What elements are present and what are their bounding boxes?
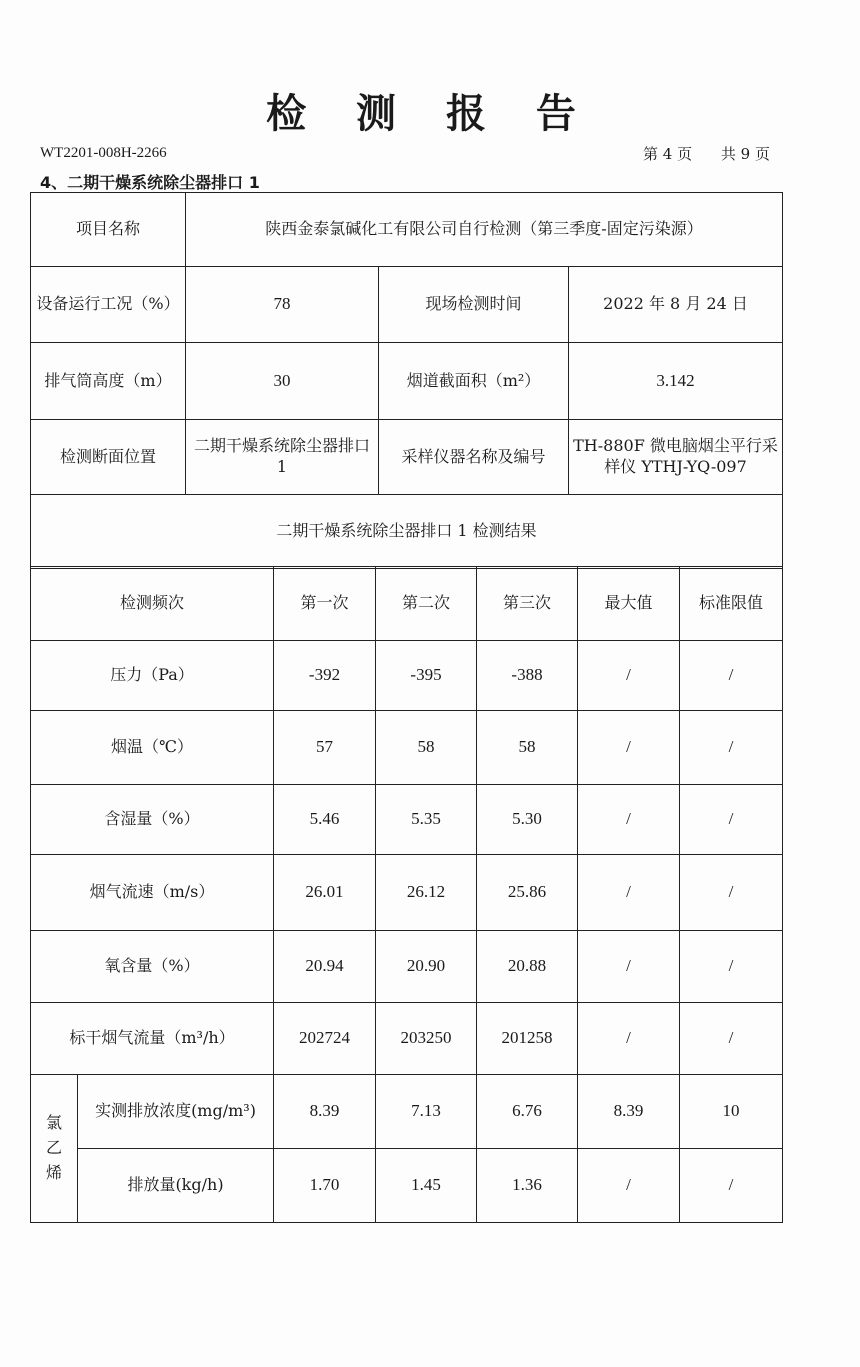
section-pos-row	[31, 420, 783, 495]
report-title: 检 测 报 告	[266, 91, 594, 137]
cell-value: 5.35	[376, 785, 477, 855]
cell-value: /	[680, 785, 783, 855]
cell-value: 1.70	[274, 1149, 376, 1223]
area-value: 3.142	[569, 343, 783, 420]
cell-value: /	[680, 931, 783, 1003]
header-second: 第二次	[376, 567, 477, 641]
cell-value: /	[680, 641, 783, 711]
results-title: 二期干燥系统除尘器排口 1 检测结果	[31, 495, 783, 569]
stack-row	[31, 343, 783, 420]
cell-value: -395	[376, 641, 477, 711]
time-value: 2022 年 8 月 24 日	[569, 267, 783, 343]
cell-value: 26.01	[274, 855, 376, 931]
page-indicator	[619, 143, 770, 164]
project-value: 陕西金泰氯碱化工有限公司自行检测（第三季度-固定污染源）	[186, 193, 783, 267]
results-title-row	[31, 495, 783, 569]
instrument-value: TH-880F 微电脑烟尘平行采样仪 YTHJ-YQ-097	[569, 420, 783, 495]
cell-value: 7.13	[376, 1075, 477, 1149]
row-label: 实测排放浓度(mg/m³)	[78, 1075, 274, 1149]
row-label: 氧含量（%）	[31, 931, 274, 1003]
stack-height-value: 30	[186, 343, 379, 420]
table-row	[31, 711, 783, 785]
row-label: 排放量(kg/h)	[78, 1149, 274, 1223]
cell-value: 201258	[477, 1003, 578, 1075]
cell-value: /	[680, 1003, 783, 1075]
cell-value: /	[578, 1149, 680, 1223]
cell-value: 8.39	[578, 1075, 680, 1149]
info-table	[30, 192, 783, 569]
header-frequency: 检测频次	[31, 567, 274, 641]
cell-value: 20.94	[274, 931, 376, 1003]
cell-value: -392	[274, 641, 376, 711]
row-label: 烟温（℃）	[31, 711, 274, 785]
table-row	[31, 855, 783, 931]
cell-value: /	[578, 711, 680, 785]
cell-value: 202724	[274, 1003, 376, 1075]
row-label: 含湿量（%）	[31, 785, 274, 855]
table-row	[31, 1149, 783, 1223]
equip-value: 78	[186, 267, 379, 343]
cell-value: 25.86	[477, 855, 578, 931]
time-label: 现场检测时间	[379, 267, 569, 343]
cell-value: /	[578, 931, 680, 1003]
cell-value: 20.88	[477, 931, 578, 1003]
cell-value: 203250	[376, 1003, 477, 1075]
document-number: WT2201-008H-2266	[40, 145, 167, 161]
project-row	[31, 193, 783, 267]
equip-row	[31, 267, 783, 343]
row-label: 压力（Pa）	[31, 641, 274, 711]
instrument-label: 采样仪器名称及编号	[379, 420, 569, 495]
table-row	[31, 1003, 783, 1075]
table-row	[31, 641, 783, 711]
section-title: 4、二期干燥系统除尘器排口 1	[40, 173, 260, 192]
results-table	[30, 566, 783, 1223]
cell-value: 26.12	[376, 855, 477, 931]
cell-value: 5.30	[477, 785, 578, 855]
header-max: 最大值	[578, 567, 680, 641]
table-row	[31, 785, 783, 855]
cell-value: 5.46	[274, 785, 376, 855]
page-current: 第 4 页	[643, 145, 693, 163]
cell-value: 57	[274, 711, 376, 785]
header-third: 第三次	[477, 567, 578, 641]
cell-value: /	[578, 1003, 680, 1075]
cell-value: /	[578, 641, 680, 711]
cell-value: 58	[376, 711, 477, 785]
cell-value: /	[578, 785, 680, 855]
row-label: 烟气流速（m/s）	[31, 855, 274, 931]
cell-value: 1.45	[376, 1149, 477, 1223]
cell-value: 8.39	[274, 1075, 376, 1149]
group-label	[31, 1075, 78, 1223]
section-pos-label: 检测断面位置	[31, 420, 186, 495]
cell-value: 6.76	[477, 1075, 578, 1149]
group-label-text: 氯乙烯	[46, 1113, 63, 1182]
cell-value: 1.36	[477, 1149, 578, 1223]
cell-value: /	[680, 711, 783, 785]
cell-value: -388	[477, 641, 578, 711]
row-label: 标干烟气流量（m³/h）	[31, 1003, 274, 1075]
results-header-row	[31, 567, 783, 641]
project-label: 项目名称	[31, 193, 186, 267]
cell-value: /	[680, 1149, 783, 1223]
cell-value: /	[578, 855, 680, 931]
cell-value: /	[680, 855, 783, 931]
stack-height-label: 排气筒高度（m）	[31, 343, 186, 420]
table-row	[31, 931, 783, 1003]
cell-value: 58	[477, 711, 578, 785]
area-label: 烟道截面积（m²）	[379, 343, 569, 420]
cell-value: 20.90	[376, 931, 477, 1003]
equip-label: 设备运行工况（%）	[31, 267, 186, 343]
header-first: 第一次	[274, 567, 376, 641]
header-limit: 标准限值	[680, 567, 783, 641]
section-pos-value: 二期干燥系统除尘器排口 1	[186, 420, 379, 495]
page-total: 共 9 页	[720, 145, 770, 163]
cell-value: 10	[680, 1075, 783, 1149]
table-row	[31, 1075, 783, 1149]
